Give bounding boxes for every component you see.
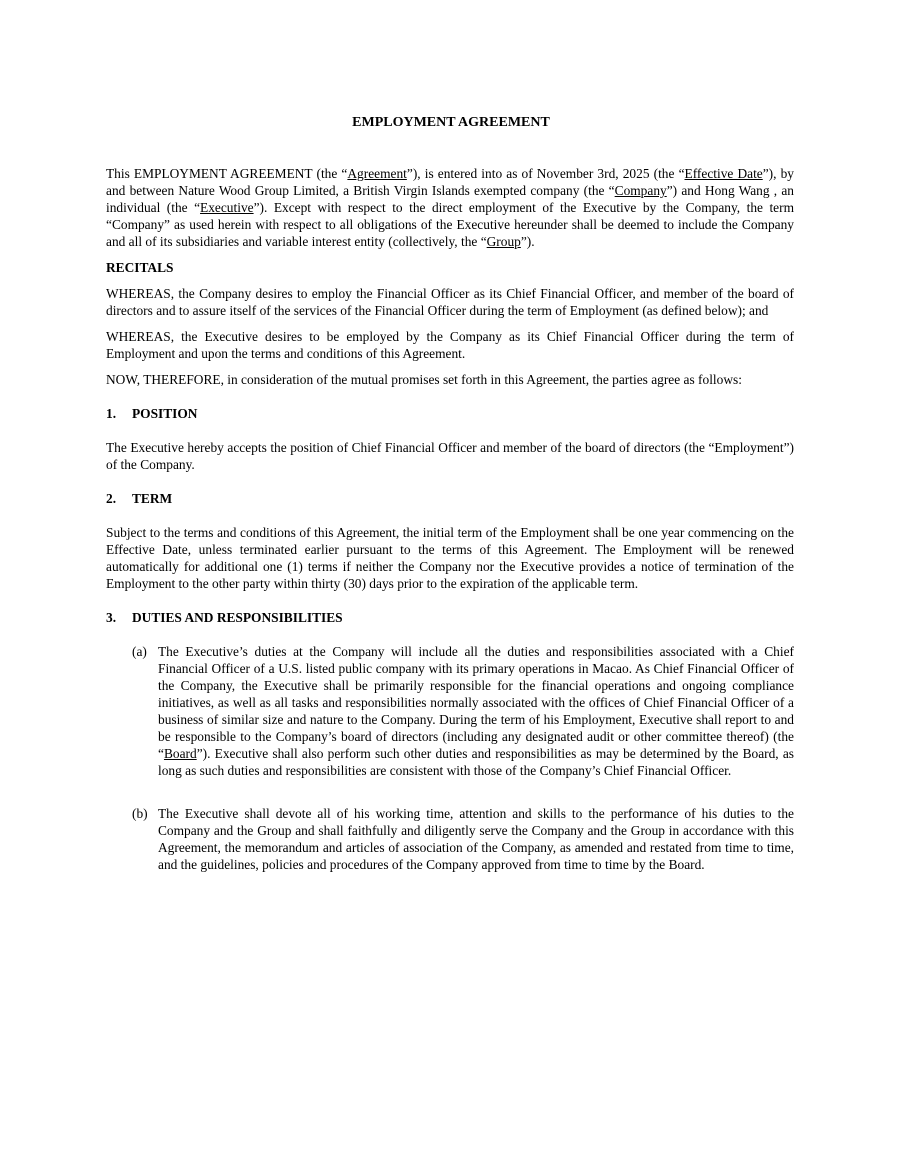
recitals-heading: RECITALS (106, 260, 174, 275)
intro-paragraph: This EMPLOYMENT AGREEMENT (the “Agreement”), is entered into as of November 3rd, 2025 (the “Effective Date”), by and between Nature Wood Group Limited, a British Virgin Islands exempted company (the “Company”) and Hong Wang , an individual (the “Executive”). Except with respect to the direct employment of the Executive by the Company, the term “Company” as used herein with respect to all obligations of the Executive hereunder shall be deemed to include the Company and all of its subsidiaries and variable interest entity (collectively, the “Group”). (106, 166, 794, 249)
section-number: 2. (106, 491, 117, 506)
section-1-body: The Executive hereby accepts the position of Chief Financial Officer and member of the board of directors (the “Employment”) of the Company. (106, 440, 794, 472)
defined-term-group: Group (486, 234, 521, 249)
document-title: EMPLOYMENT AGREEMENT (352, 115, 550, 130)
clause-label: (b) (132, 806, 148, 821)
clause-text: The Executive shall devote all of his working time, attention and skills to the performance of his duties to the Company and the Group and shall faithfully and diligently serve the Company and the Group in accordance with this Agreement, the memorandum and articles of association of the Company, as amended and restated from time to time, and the guidelines, policies and procedures of the Company approved from time to time by the Board. (158, 806, 794, 872)
clause-label: (a) (132, 644, 147, 659)
recital-whereas-2: WHEREAS, the Executive desires to be employed by the Company as its Chief Financial Officer during the term of Employment and upon the terms and conditions of this Agreement. (106, 329, 794, 361)
defined-term-executive: Executive (200, 200, 254, 215)
clause-3b (132, 805, 794, 873)
section-number: 1. (106, 406, 117, 421)
section-3-heading (106, 609, 794, 626)
clause-text: The Executive’s duties at the Company will include all the duties and responsibilities associated with a Chief Financial Officer of a U.S. listed public company with its primary operations in Macao. As Chief Financial Officer of the Company, the Executive shall be primarily responsible for the financial operations and ongoing compliance initiatives, as well as all tasks and responsibilities normally associated with the offices of Chief Financial Officer of a business of similar size and nature to the Company. During the term of his Employment, Executive shall report to and be responsible to the Company’s board of directors (including any designated audit or other committee thereof) (the “Board”). Executive shall also perform such other duties and responsibilities as may be determined by the Board, as long as such duties and responsibilities are consistent with those of the Company’s Chief Financial Officer. (158, 644, 794, 778)
section-1-heading (106, 405, 794, 422)
section-2-body: Subject to the terms and conditions of this Agreement, the initial term of the Employment shall be one year commencing on the Effective Date, unless terminated earlier pursuant to the terms of this Agreement. The Employment will be renewed automatically for additional one (1) terms if neither the Company nor the Executive provides a notice of termination of the Employment to the other party within thirty (30) days prior to the expiration of the applicable term. (106, 525, 794, 591)
recital-whereas-1: WHEREAS, the Company desires to employ the Financial Officer as its Chief Financial Officer, and member of the board of directors and to assure itself of the services of the Financial Officer during the term of Employment (as defined below); and (106, 286, 794, 318)
defined-term-board: Board (163, 746, 197, 761)
defined-term-company: Company (614, 183, 667, 198)
section-number: 3. (106, 610, 117, 625)
clause-3a (132, 643, 794, 779)
defined-term-effective-date: Effective Date (684, 166, 763, 181)
section-title: POSITION (132, 406, 198, 421)
section-title: TERM (132, 491, 173, 506)
defined-term-agreement: Agreement (347, 166, 407, 181)
section-2-heading (106, 490, 794, 507)
recital-now-therefore: NOW, THEREFORE, in consideration of the mutual promises set forth in this Agreement, the parties agree as follows: (106, 372, 742, 387)
spacer (106, 788, 794, 805)
section-title: DUTIES AND RESPONSIBILITIES (132, 610, 343, 625)
document-page (106, 114, 794, 882)
